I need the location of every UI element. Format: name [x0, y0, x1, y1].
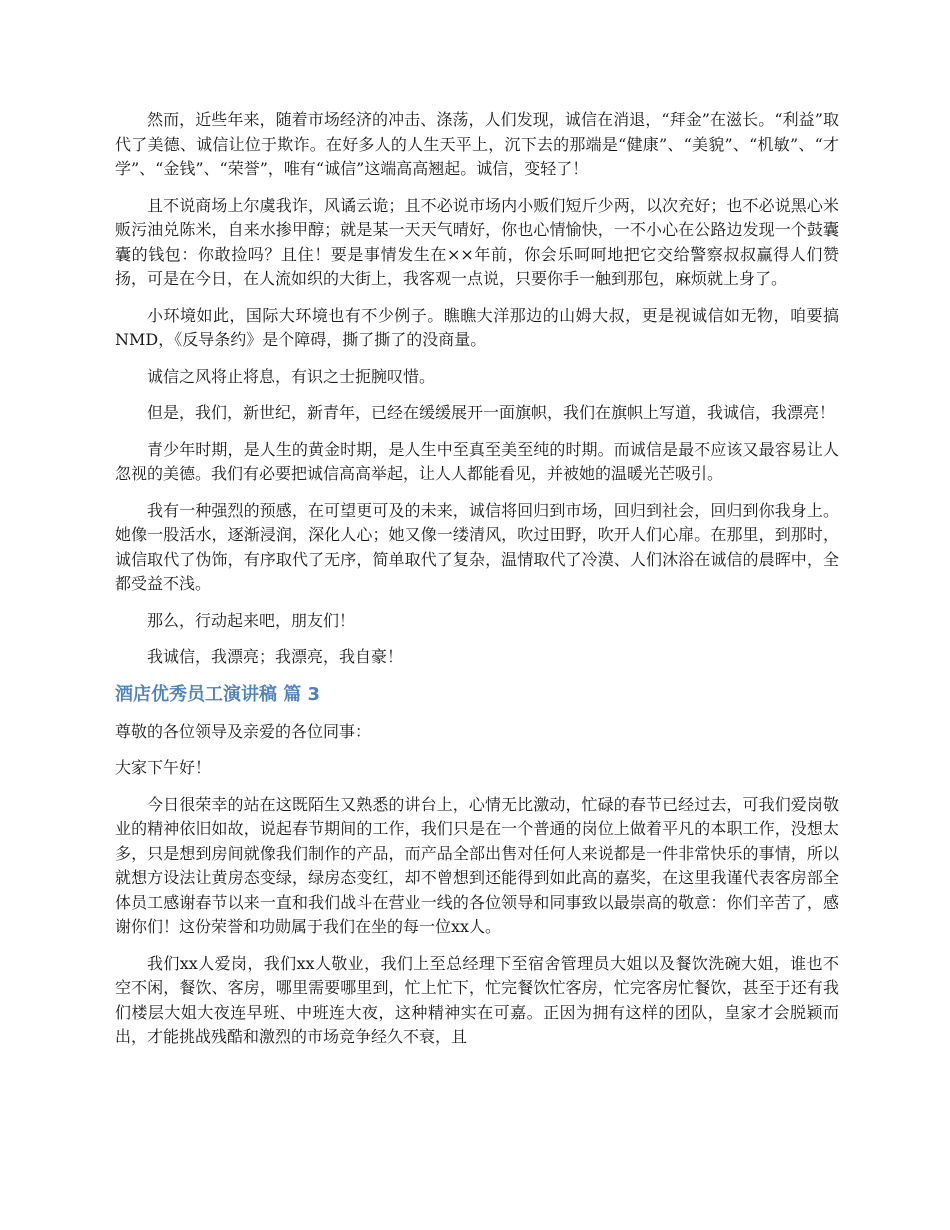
greeting: 大家下午好！ — [115, 758, 212, 777]
document-page — [115, 108, 839, 1062]
body-paragraph: 青少年时期，是人生的黄金时期，是人生中至真至美至纯的时期。而诚信是最不应该又最容易让人忽视的美德。我们有必要把诚信高高举起，让人人都能看见，并被她的温暖光芒吸引。 — [115, 439, 839, 483]
body-paragraph: 今日很荣幸的站在这既陌生又熟悉的讲台上，心情无比激动，忙碌的春节已经过去，可我们爱岗敬业的精神依旧如故，说起春节期间的工作，我们只是在一个普通的岗位上做着平凡的本职工作，没想太多，只是想到房间就像我们制作的产品，而产品全部出售对任何人来说都是一件非常快乐的事情，所以就想方设法让黄房态变绿，绿房态变红，却不曾想到还能得到如此高的嘉奖，在这里我谨代表客房部全体员工感谢春节以来一直和我们战斗在营业一线的各位领导和同事致以最崇高的敬意：你们辛苦了，感谢你们！这份荣誉和功勋属于我们在坐的每一位xx人。 — [115, 794, 839, 936]
section-heading: 酒店优秀员工演讲稿 篇 3 — [115, 683, 321, 705]
body-paragraph: 诚信之风将止将息，有识之士扼腕叹惜。 — [147, 366, 436, 386]
body-paragraph: 我有一种强烈的预感，在可望更可及的未来，诚信将回归到市场，回归到社会，回归到你我身上。她像一股活水，逐渐浸润，深化人心；她又像一缕清风，吹过田野，吹开人们心扉。在那里，到那时，诚信取代了伪饰，有序取代了无序，简单取代了复杂，温情取代了冷漠、人们沐浴在诚信的晨晖中，全都受益不浅。 — [115, 500, 839, 593]
body-paragraph: 然而，近些年来，随着市场经济的冲击、涤荡，人们发现，诚信在消退，“拜金”在滋长。“利益”取代了美德、诚信让位于欺诈。在好多人的人生天平上，沉下去的那端是“健康”、“美貌”、“机敏”、“才学”、“金钱”、“荣誉”，唯有“诚信”这端高高翘起。诚信，变轻了！ — [115, 110, 839, 178]
body-paragraph: 且不说商场上尔虞我诈，风谲云诡；且不必说市场内小贩们短斤少两，以次充好；也不必说黑心米贩污油兑陈米，自来水掺甲醇；就是某一天天气晴好，你也心情愉快，一不小心在公路边发现一个鼓囊囊的钱包：你敢捡吗？且住！要是事情发生在××年前，你会乐呵呵地把它交给警察叔叔赢得人们赞扬，可是在今日，在人流如织的大街上，我客观一点说，只要你手一触到那包，麻烦就上身了。 — [115, 195, 839, 288]
body-paragraph: 我们xx人爱岗，我们xx人敬业，我们上至总经理下至宿舍管理员大姐以及餐饮洗碗大姐，谁也不空不闲，餐饮、客房，哪里需要哪里到，忙上忙下，忙完餐饮忙客房，忙完客房忙餐饮，甚至于还有我们楼层大姐大夜连早班、中班连大夜，这种精神实在可嘉。正因为拥有这样的团队，皇家才会脱颖而出，才能挑战残酷和激烈的市场竞争经久不衰，且 — [115, 953, 839, 1046]
salutation: 尊敬的各位领导及亲爱的各位同事： — [115, 721, 372, 741]
body-paragraph: 那么，行动起来吧，朋友们！ — [147, 610, 356, 630]
body-paragraph: 小环境如此，国际大环境也有不少例子。瞧瞧大洋那边的山姆大叔，更是视诚信如无物，咱要搞NMD，《反导条约》是个障碍，撕了撕了的没商量。 — [115, 305, 839, 349]
body-paragraph: 我诚信，我漂亮；我漂亮，我自豪！ — [147, 647, 404, 666]
body-paragraph: 但是，我们，新世纪，新青年，已经在缓缓展开一面旗帜，我们在旗帜上写道，我诚信，我漂亮！ — [147, 403, 836, 422]
